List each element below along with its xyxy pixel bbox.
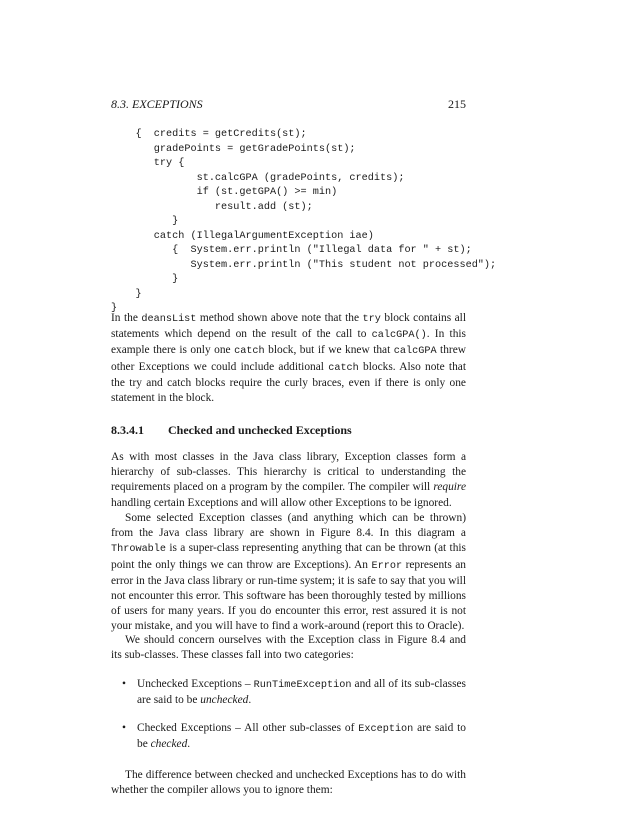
inline-code: Throwable [111, 544, 167, 556]
bullet-symbol: • [122, 722, 126, 734]
paragraph-throwable: Some selected Exception classes (and anything which can be thrown) from the Java class library are shown in Figure 8.4. In this diagram a Throwable is a super-class representing anything that can be thrown (at this point the only things we can throw are Exceptions). An Error represents an error in the Java class library or run-time system; it is safe to say that you will not encounter this error. This software has been thoroughly tested by millions of users for many years. If you do encounter this error, rest assured it is not your mistake, and you will have to find a work-around (report this to Oracle). [111, 512, 466, 633]
code-line: result.add (st); [111, 201, 313, 213]
code-line: catch (IllegalArgumentException iae) [111, 230, 374, 242]
subsection-heading [111, 423, 466, 438]
code-line: gradePoints = getGradePoints(st); [111, 143, 356, 155]
paragraph-difference: The difference between checked and unchecked Exceptions has to do with whether the compiler allows you to ignore them: [111, 769, 466, 797]
inline-code: catch [328, 362, 359, 374]
inline-code: Error [371, 560, 403, 572]
list-item: • Checked Exceptions – All other sub-classes of Exception are said to be checked. [122, 722, 466, 751]
code-line: } [111, 216, 179, 227]
code-line: } [111, 274, 179, 285]
emphasis: checked [150, 738, 188, 751]
code-line: { credits = getCredits(st); [111, 129, 307, 140]
code-line: } [111, 288, 142, 300]
code-block [111, 128, 497, 317]
paragraph-hierarchy: As with most classes in the Java class library, Exception classes form a hierarchy of sub-classes. This hierarchy is critical to understanding the requirements placed on a program by the compiler. The compiler will require handling certain Exceptions and will allow other Exceptions to be ignored. [111, 451, 466, 509]
subsection-title: Checked and unchecked Exceptions [168, 423, 352, 437]
inline-code: calcGPA [393, 346, 437, 358]
code-line: st.calcGPA (gradePoints, credits); [111, 172, 405, 184]
section-title: 8.3. EXCEPTIONS [111, 97, 203, 111]
running-header [111, 97, 466, 113]
inline-code: deansList [141, 314, 197, 325]
list-item: • Unchecked Exceptions – RunTimeException and all of its sub-classes are said to be unchecked. [122, 678, 466, 707]
bullet-symbol: • [122, 678, 126, 690]
subsection-number: 8.3.4.1 [111, 423, 144, 437]
inline-code: calcGPA() [371, 330, 427, 342]
emphasis: require [433, 481, 466, 494]
page-number: 215 [448, 97, 466, 111]
inline-code: catch [234, 346, 265, 358]
inline-code: try [362, 314, 381, 325]
code-line: System.err.println ("This student not processed"); [111, 259, 497, 271]
emphasis: unchecked [200, 694, 249, 707]
code-line: try { [111, 158, 185, 169]
paragraph-try-block: In the deansList method shown above note that the try block contains all statements which depend on the result of the call to calcGPA(). In this example there is only one catch block, but if we knew that calcGPA threw other Exceptions we could include additional catch blocks. Also note that the try and catch blocks require the curly braces, even if there is only one statement in the block. [111, 312, 466, 405]
paragraph-categories: We should concern ourselves with the Exception class in Figure 8.4 and its sub-classes. These classes fall into two categories: [111, 634, 466, 662]
code-line: } [111, 303, 118, 314]
inline-code: RunTimeException [253, 680, 352, 691]
code-line: if (st.getGPA() >= min) [111, 187, 338, 198]
code-line: { System.err.println ("Illegal data for " + st); [111, 245, 472, 256]
inline-code: Exception [358, 724, 414, 735]
